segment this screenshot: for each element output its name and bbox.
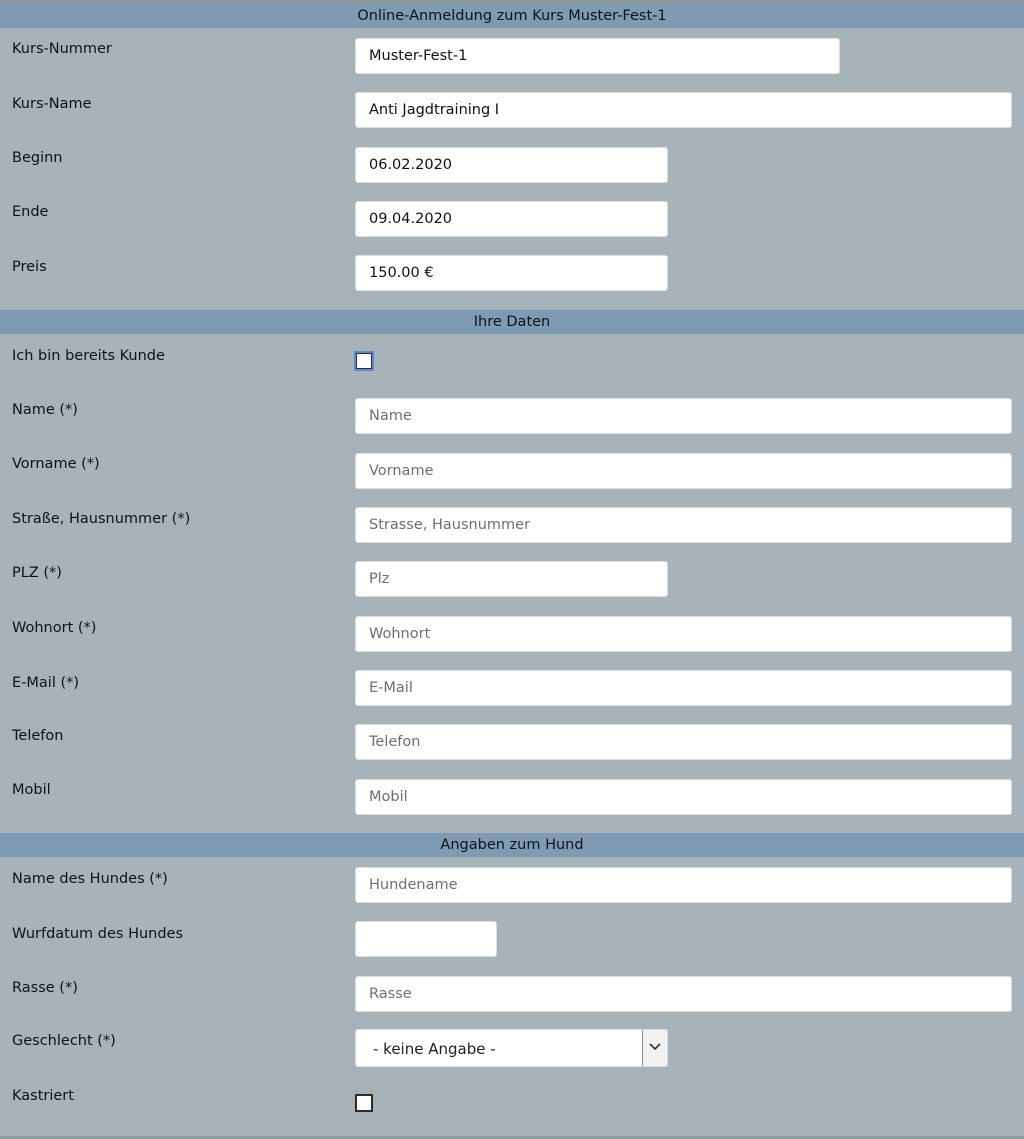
- label-kurs-nummer: Kurs-Nummer: [12, 41, 112, 57]
- geschlecht-selected-value: - keine Angabe -: [373, 1040, 496, 1058]
- label-kurs-name: Kurs-Name: [12, 96, 92, 112]
- wohnort-input[interactable]: [355, 616, 1012, 652]
- kastriert-checkbox[interactable]: [355, 1094, 373, 1112]
- label-preis: Preis: [12, 259, 47, 275]
- name-input[interactable]: [355, 398, 1012, 434]
- label-rasse: Rasse (*): [12, 980, 78, 996]
- label-strasse: Straße, Hausnummer (*): [12, 511, 191, 527]
- label-wurfdatum: Wurfdatum des Hundes: [12, 926, 184, 942]
- vorname-input[interactable]: [355, 453, 1012, 489]
- label-telefon: Telefon: [12, 728, 64, 744]
- hundename-input[interactable]: [355, 867, 1012, 903]
- ende-input[interactable]: [355, 201, 668, 237]
- label-name: Name (*): [12, 402, 78, 418]
- kurs-name-input[interactable]: [355, 92, 1012, 128]
- telefon-input[interactable]: [355, 724, 1012, 760]
- plz-input[interactable]: [355, 561, 668, 597]
- geschlecht-select[interactable]: [355, 1029, 668, 1067]
- section-header-dog: Angaben zum Hund: [0, 833, 1024, 857]
- email-input[interactable]: [355, 670, 1012, 706]
- preis-input[interactable]: [355, 255, 668, 291]
- label-existing-customer: Ich bin bereits Kunde: [12, 348, 165, 364]
- strasse-input[interactable]: [355, 507, 1012, 543]
- label-geschlecht: Geschlecht (*): [12, 1033, 116, 1049]
- wurfdatum-input[interactable]: [355, 921, 497, 957]
- section-header-course: Online-Anmeldung zum Kurs Muster-Fest-1: [0, 4, 1024, 28]
- chevron-down-icon: [649, 1043, 661, 1051]
- kurs-nummer-input[interactable]: [355, 38, 840, 74]
- mobil-input[interactable]: [355, 779, 1012, 815]
- existing-customer-checkbox[interactable]: [355, 352, 373, 370]
- section-header-customer: Ihre Daten: [0, 310, 1024, 334]
- label-beginn: Beginn: [12, 150, 63, 166]
- label-kastriert: Kastriert: [12, 1088, 74, 1104]
- label-hundename: Name des Hundes (*): [12, 871, 168, 887]
- select-dropdown-button[interactable]: [642, 1030, 667, 1066]
- label-mobil: Mobil: [12, 782, 51, 798]
- beginn-input[interactable]: [355, 147, 668, 183]
- label-vorname: Vorname (*): [12, 456, 100, 472]
- label-plz: PLZ (*): [12, 565, 62, 581]
- rasse-input[interactable]: [355, 976, 1012, 1012]
- label-wohnort: Wohnort (*): [12, 620, 97, 636]
- label-ende: Ende: [12, 204, 49, 220]
- label-email: E-Mail (*): [12, 675, 80, 691]
